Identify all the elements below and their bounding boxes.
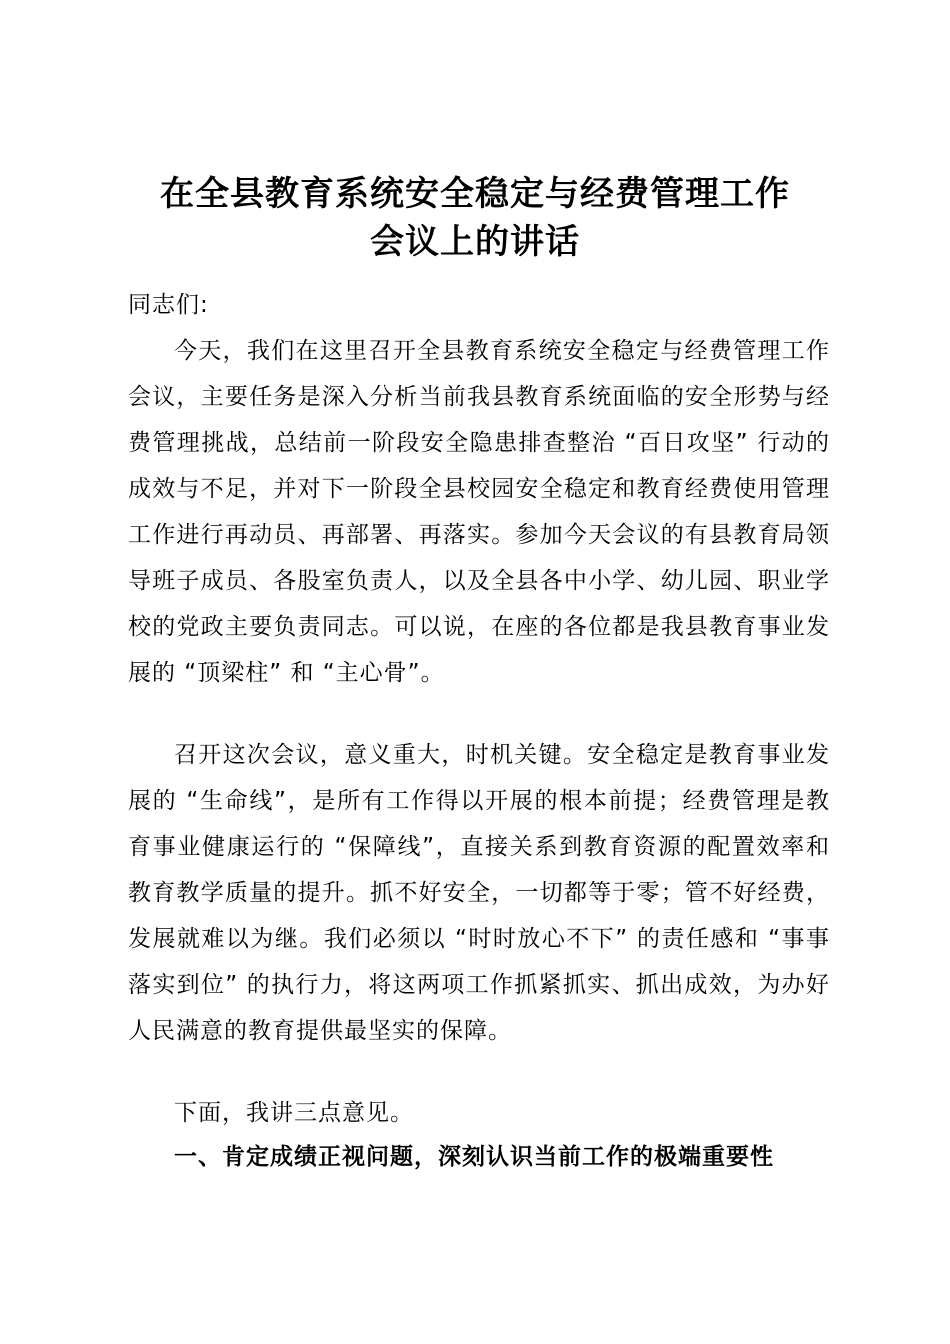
paragraph-significance: 召开这次会议，意义重大，时机关键。安全稳定是教育事业发展的 “生命线”，是所有工作得以开展的根本前提；经费管理是教育事业健康运行的 “保障线”，直接关系到教育资源的配置效率和教育教学质量的提升。抓不好安全，一切都等于零；管不好经费，发展就难以为继。我们必须以 “时时放心不下” 的责任感和 “事事落实到位” 的执行力，将这两项工作抓紧抓实、抓出成效，为办好人民满意的教育提供最坚实的保障。 (128, 742, 830, 1044)
document-title-line-2: 会议上的讲话 (370, 222, 580, 262)
salutation: 同志们: (128, 292, 209, 318)
document-title-line-1: 在全县教育系统安全稳定与经费管理工作 (160, 174, 790, 214)
section-heading-1: 一、肯定成绩正视问题，深刻认识当前工作的极端重要性 (174, 1144, 774, 1170)
paragraph-intro: 今天，我们在这里召开全县教育系统安全稳定与经费管理工作会议，主要任务是深入分析当前我县教育系统面临的安全形势与经费管理挑战，总结前一阶段安全隐患排查整治 “百日攻坚” 行动的成效与不足，并对下一阶段全县校园安全稳定和教育经费使用管理工作进行再动员、再部署、再落实。参加今天会议的有县教育局领导班子成员、各股室负责人，以及全县各中小学、幼儿园、职业学校的党政主要负责同志。可以说，在座的各位都是我县教育事业发展的 “顶梁柱” 和 “主心骨”。 (128, 338, 830, 686)
paragraph-transition: 下面，我讲三点意见。 (174, 1100, 414, 1126)
